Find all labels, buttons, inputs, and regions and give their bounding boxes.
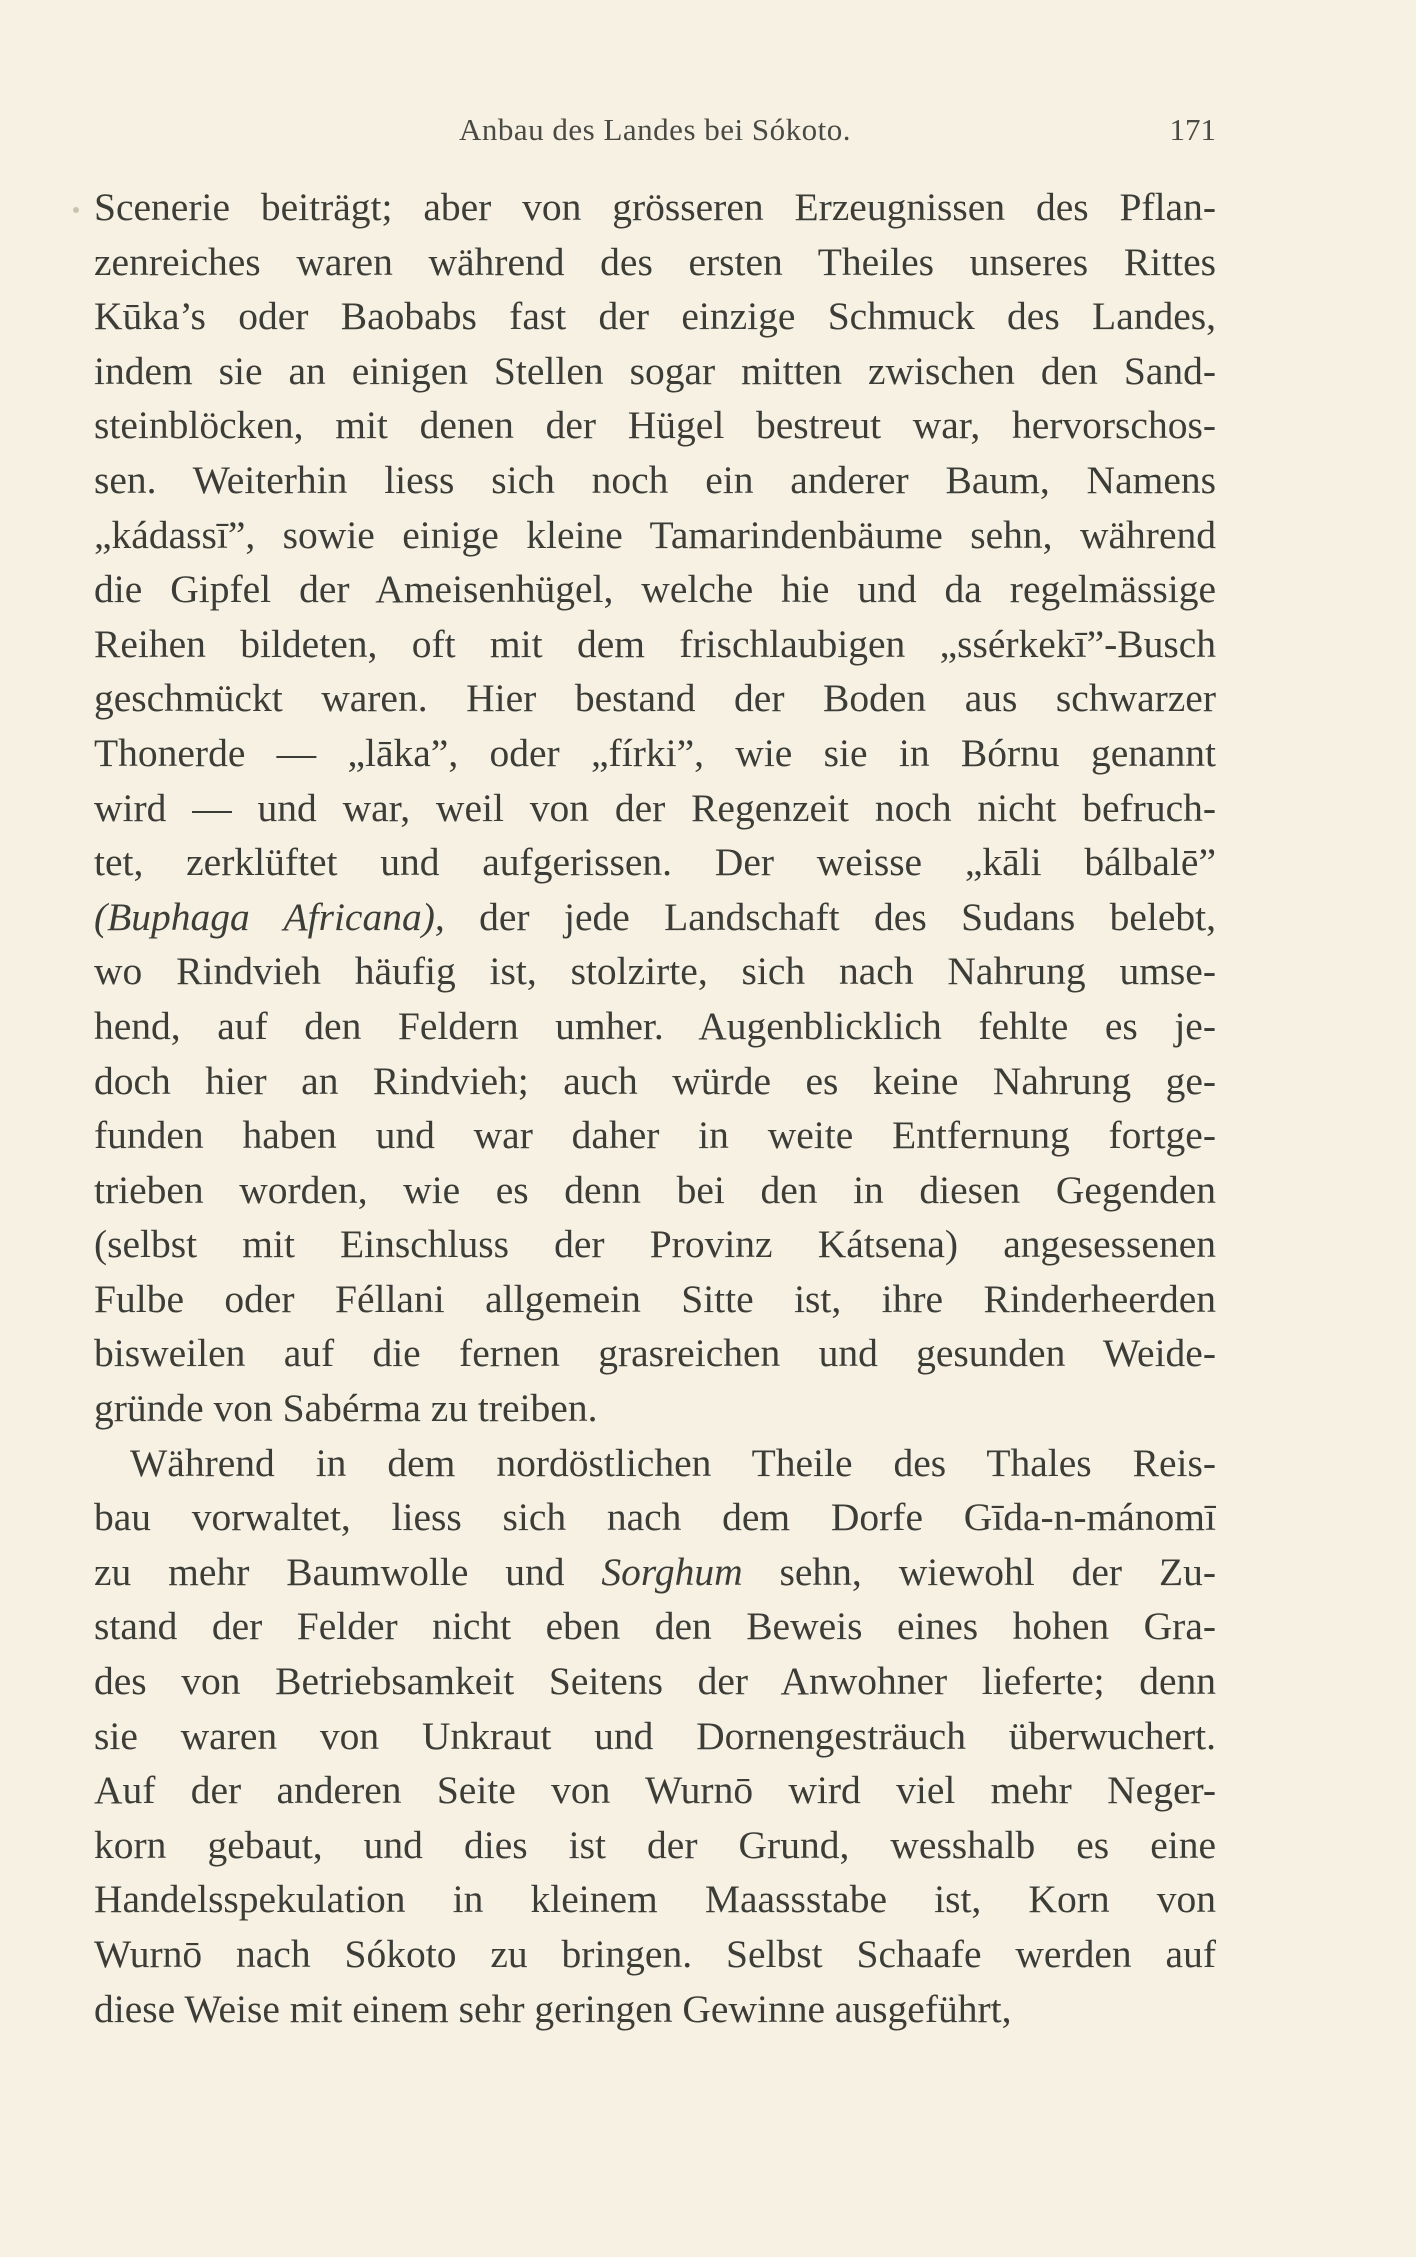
text-line: doch hier an Rindvieh; auch würde es keine Nahrung ge- [94,1058,1216,1103]
text-line: wird — und war, weil von der Regenzeit noch nicht befruch- [94,785,1216,830]
text-line: bau vorwaltet, liess sich nach dem Dorfe Gīda-n-mánomī [94,1495,1216,1540]
text-line: Handelsspekulation in kleinem Maassstabe ist, Korn von [94,1877,1216,1922]
text-line: tet, zerklüftet und aufgerissen. Der weisse „kāli bálbalē” [94,840,1216,885]
text-line [94,1545,1216,1600]
text-line: Reihen bildeten, oft mit dem frischlaubigen „ssérkekī”-Busch [94,621,1216,666]
text-segment: sehn, wiewohl der Zu- [742,1549,1216,1594]
text-line [94,890,1216,945]
text-line: Fulbe oder Féllani allgemein Sitte ist, ihre Rinderheerden [94,1276,1216,1321]
text-line: die Gipfel der Ameisenhügel, welche hie und da regelmässige [94,567,1216,612]
text-line: geschmückt waren. Hier bestand der Boden aus schwarzer [94,676,1216,721]
page-header [94,112,1216,162]
text-line: Thonerde — „lāka”, oder „fírki”, wie sie in Bórnu genannt [94,730,1216,775]
text-line: diese Weise mit einem sehr geringen Gewinne ausgeführt, [94,1986,1012,2031]
text-line: funden haben und war daher in weite Entfernung fortge- [94,1113,1216,1158]
text-line: sen. Weiterhin liess sich noch ein anderer Baum, Namens [94,457,1216,502]
text-line: (selbst mit Einschluss der Provinz Kátsena) angesessenen [94,1222,1216,1267]
running-title: Anbau des Landes bei Sókoto. [459,112,851,147]
text-line: hend, auf den Feldern umher. Augenblicklich fehlte es je- [94,1003,1216,1048]
text-line: korn gebaut, und dies ist der Grund, wesshalb es eine [94,1822,1216,1867]
text-line: stand der Felder nicht eben den Beweis eines hohen Gra- [94,1604,1216,1649]
body-text [94,180,1216,2036]
text-line: wo Rindvieh häufig ist, stolzirte, sich nach Nahrung umse- [94,949,1216,994]
italic-term: (Buphaga Africana), [94,894,445,939]
text-segment: zu mehr Baumwolle und [94,1549,602,1594]
page-number: 171 [1169,112,1216,147]
text-line: bisweilen auf die fernen grasreichen und gesunden Weide- [94,1331,1216,1376]
text-line: „kádassī”, sowie einige kleine Tamarindenbäume sehn, während [94,512,1216,557]
text-line: indem sie an einigen Stellen sogar mitten zwischen den Sand- [94,348,1216,393]
text-line: steinblöcken, mit denen der Hügel bestreut war, hervorschos- [94,403,1216,448]
text-line: Auf der anderen Seite von Wurnō wird viel mehr Neger- [94,1768,1216,1813]
text-line: zenreiches waren während des ersten Theiles unseres Rittes [94,239,1216,284]
margin-mark [73,207,79,213]
text-line: Kūka’s oder Baobabs fast der einzige Schmuck des Landes, [94,294,1216,339]
text-line: des von Betriebsamkeit Seitens der Anwohner lieferte; denn [94,1659,1216,1704]
text-segment: der jede Landschaft des Sudans belebt, [444,894,1216,939]
text-line: Wurnō nach Sókoto zu bringen. Selbst Schaafe werden auf [94,1932,1216,1976]
text-line: Während in dem nordöstlichen Theile des Thales Reis- [130,1440,1216,1485]
text-line: Scenerie beiträgt; aber von grösseren Erzeugnissen des Pflan- [94,185,1216,229]
text-line: gründe von Sabérma zu treiben. [94,1386,598,1431]
text-line: sie waren von Unkraut und Dornengesträuch überwuchert. [94,1713,1216,1758]
text-line: trieben worden, wie es denn bei den in diesen Gegenden [94,1167,1216,1212]
italic-term: Sorghum [601,1549,743,1594]
